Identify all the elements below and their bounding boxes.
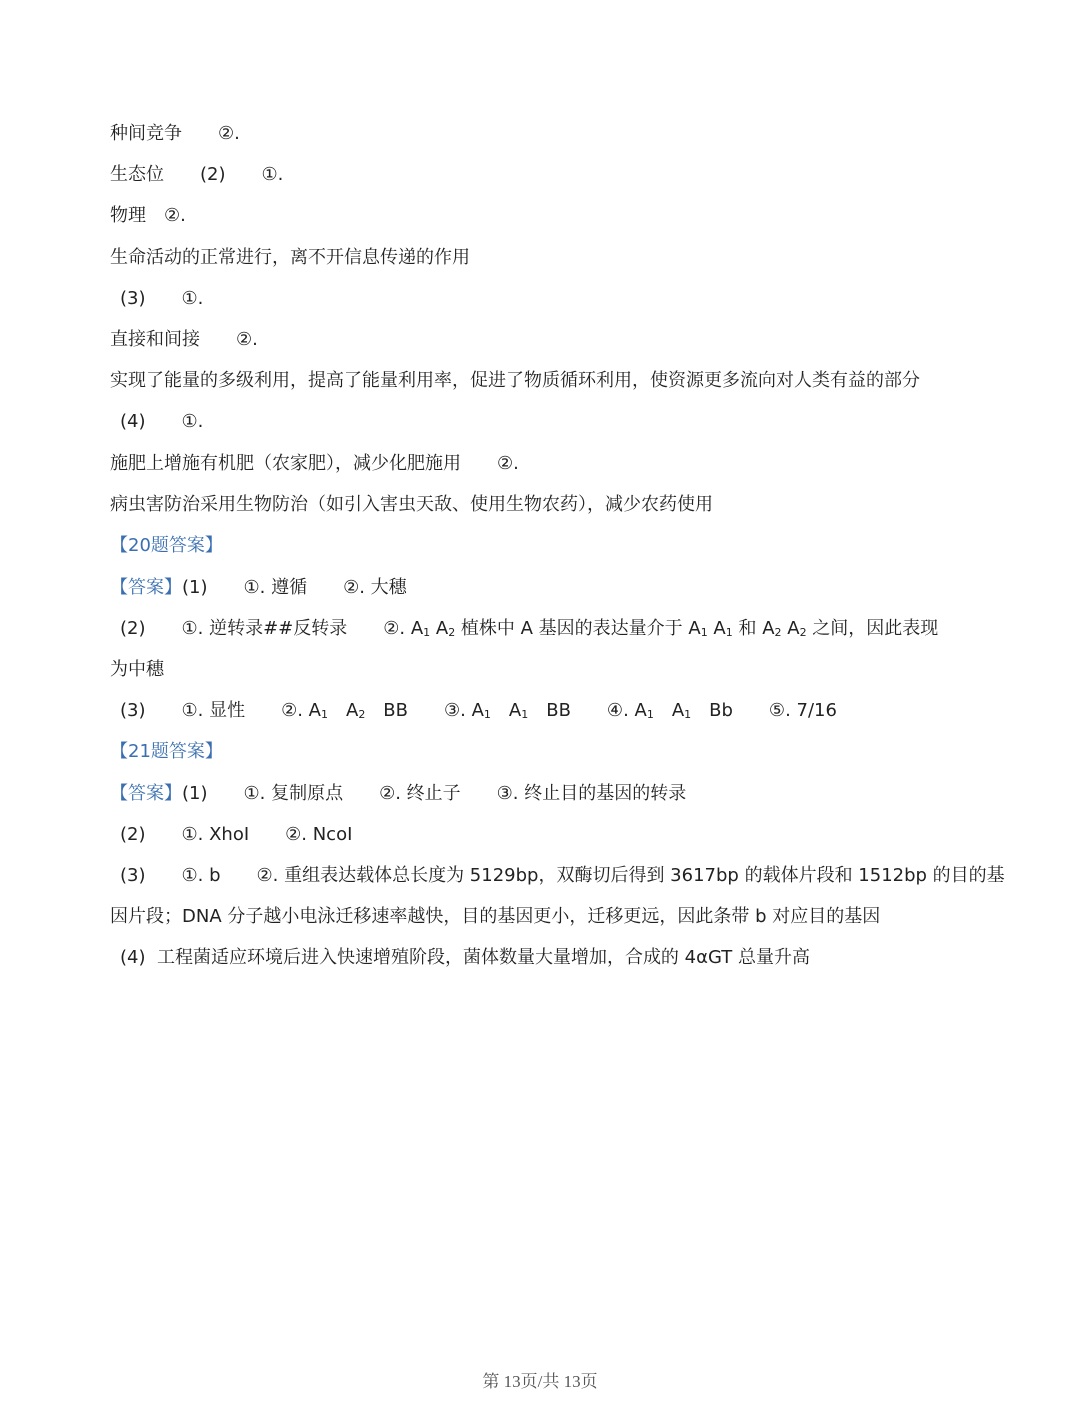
- subscript: 1: [320, 708, 328, 721]
- answer-line-8: (4) ①.: [120, 411, 204, 432]
- subscript: 1: [725, 626, 733, 639]
- q21-part1: [110, 782, 686, 806]
- q20-part2-text: A: [707, 618, 726, 639]
- answer-line-9: 施肥上增施有机肥（农家肥），减少化肥施用 ②.: [110, 453, 519, 474]
- q20-part1-text: (1) ①. 遵循 ②. 大穗: [182, 577, 407, 598]
- q20-part3-text: BB ③. A: [365, 700, 484, 721]
- q20-part2: [120, 617, 938, 645]
- subscript: 2: [358, 708, 366, 721]
- q20-part3-text: A: [490, 700, 522, 721]
- q20-part3-text: A: [327, 700, 359, 721]
- q20-part1: [110, 576, 407, 600]
- q21-part3-continued: 因片段；DNA 分子越小电泳迁移速率越快，目的基因更小，迁移更远，因此条带 b 对应目的基因: [110, 906, 881, 927]
- answer-line-7: 实现了能量的多级利用，提高了能量利用率，促进了物质循环利用，使资源更多流向对人类有益的部分: [110, 370, 920, 391]
- answer-line-6: 直接和间接 ②.: [110, 329, 258, 350]
- q20-part3-text: (3) ①. 显性 ②. A: [120, 700, 321, 721]
- answer-line-2: 生态位 (2) ①.: [110, 164, 284, 185]
- subscript: 2: [448, 626, 456, 639]
- q21-answer-tag: 【答案】: [110, 783, 182, 804]
- q20-part2-continued: 为中穗: [110, 659, 164, 680]
- q21-part4: (4) 工程菌适应环境后进入快速增殖阶段，菌体数量大量增加，合成的 4αGT 总量升高: [120, 947, 810, 968]
- q21-part2: (2) ①. XhoⅠ ②. NcoⅠ: [120, 824, 353, 845]
- subscript: 1: [521, 708, 529, 721]
- q20-part3-text: A: [653, 700, 685, 721]
- q20-part2-text: A: [430, 618, 449, 639]
- subscript: 1: [700, 626, 708, 639]
- q20-part3-text: Bb ⑤. 7/16: [691, 700, 837, 721]
- q20-part2-text: 植株中 A 基因的表达量介于 A: [455, 618, 701, 639]
- q20-part2-text: 之间，因此表现: [806, 618, 939, 639]
- answer-line-10: 病虫害防治采用生物防治（如引入害虫天敌、使用生物农药），减少农药使用: [110, 494, 713, 515]
- q20-part2-text: 和 A: [732, 618, 775, 639]
- subscript: 1: [646, 708, 654, 721]
- q20-part2-text: (2) ①. 逆转录##反转录 ②. A: [120, 618, 424, 639]
- q20-part2-text: A: [781, 618, 800, 639]
- answer-line-5: (3) ①.: [120, 288, 204, 309]
- q20-answer-tag: 【答案】: [110, 577, 182, 598]
- q21-part1-text: (1) ①. 复制原点 ②. 终止子 ③. 终止目的基因的转录: [182, 783, 687, 804]
- subscript: 2: [799, 626, 807, 639]
- answer-line-4: 生命活动的正常进行，离不开信息传递的作用: [110, 247, 470, 268]
- answer-line-1: 种间竞争 ②.: [110, 123, 240, 144]
- subscript: 1: [684, 708, 692, 721]
- q20-part3-text: BB ④. A: [528, 700, 647, 721]
- q21-heading: 【21题答案】: [110, 741, 223, 762]
- q20-part3: [120, 699, 837, 727]
- page-number-footer: 第 13页/共 13页: [482, 1372, 598, 1391]
- q21-part3: (3) ①. b ②. 重组表达载体总长度为 5129bp，双酶切后得到 3617bp 的载体片段和 1512bp 的目的基: [120, 865, 1005, 886]
- answer-line-3: 物理 ②.: [110, 205, 186, 226]
- subscript: 1: [423, 626, 431, 639]
- subscript: 1: [483, 708, 491, 721]
- q20-heading: 【20题答案】: [110, 535, 223, 556]
- subscript: 2: [774, 626, 782, 639]
